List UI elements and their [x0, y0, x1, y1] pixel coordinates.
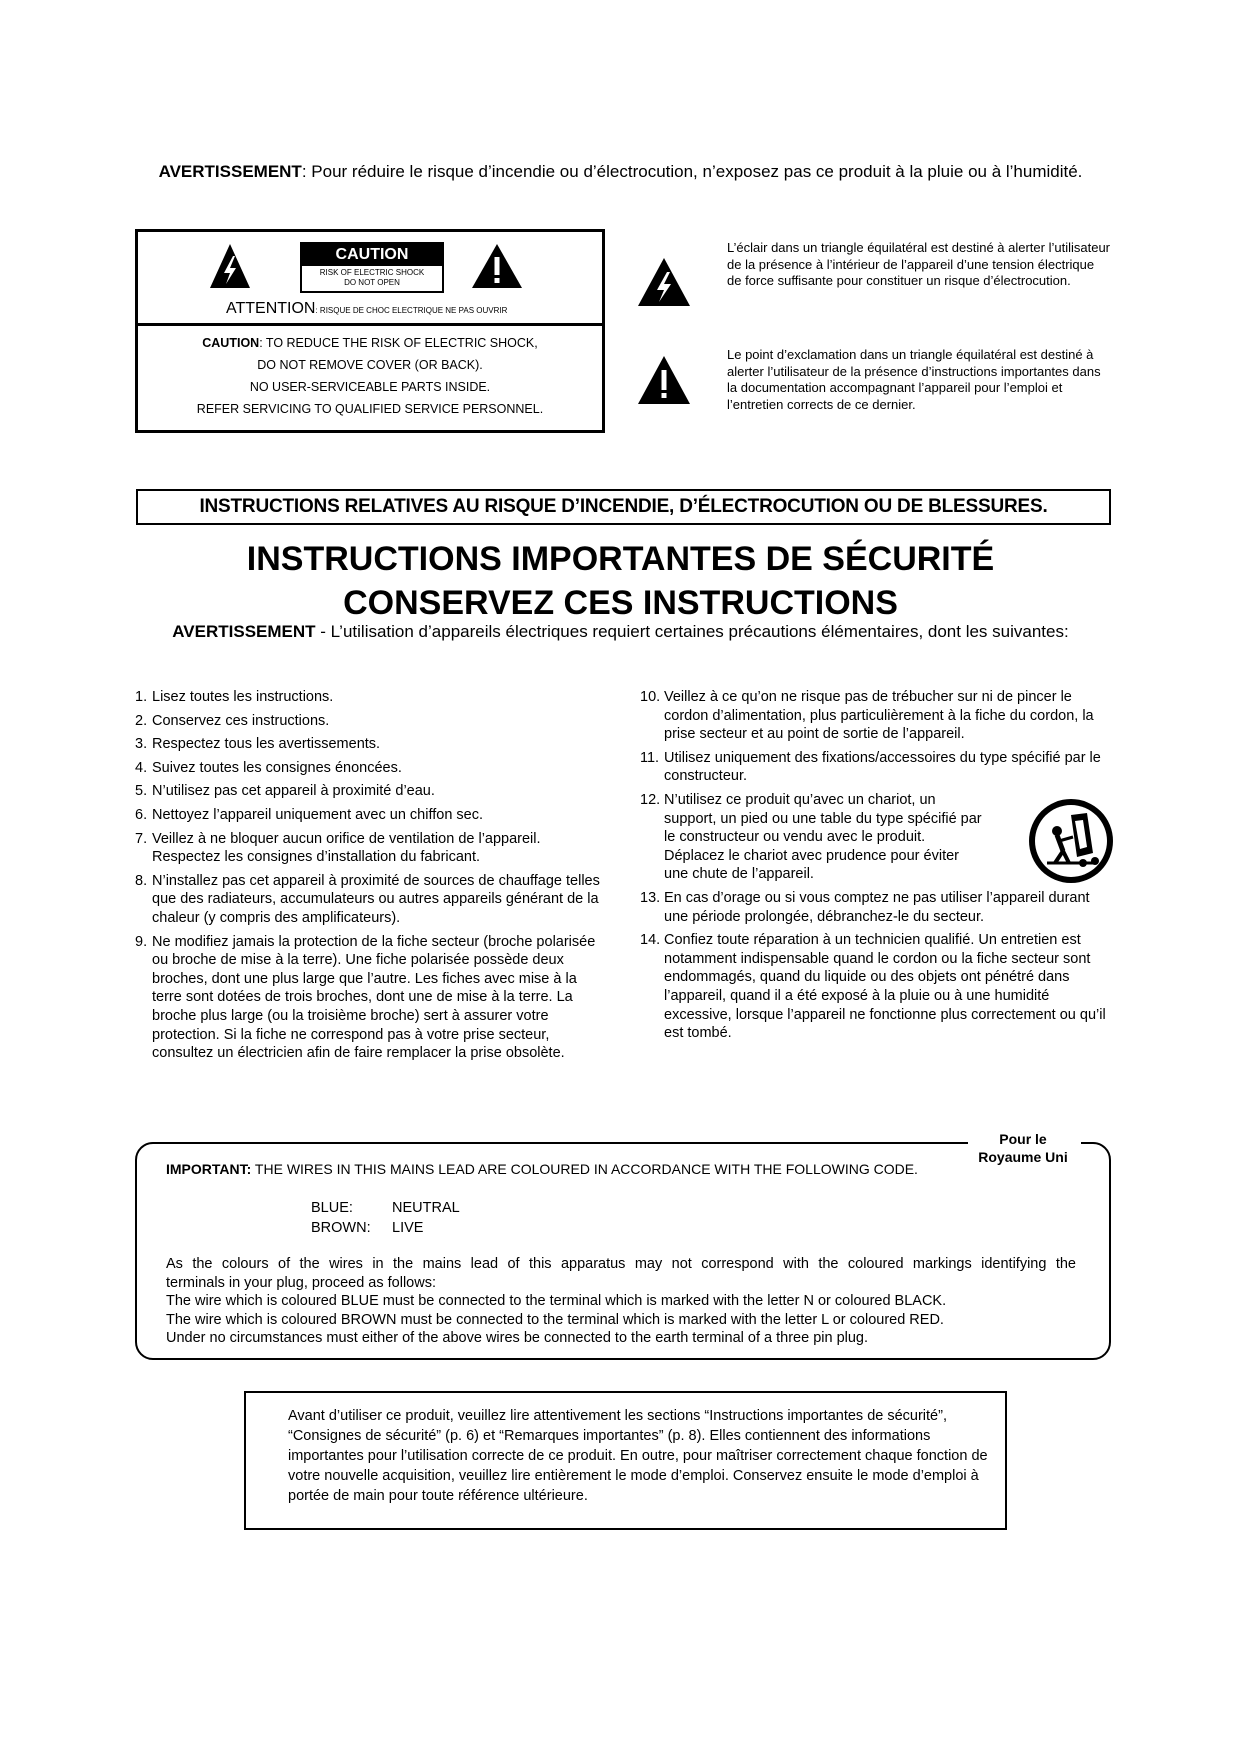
- general-warning-text: - L’utilisation d’appareils électriques requiert certaines précautions élémentaires, dont les suivantes:: [315, 622, 1069, 641]
- main-title: [0, 537, 1241, 625]
- uk-important-label: IMPORTANT:: [166, 1161, 252, 1177]
- caution-label-line2: DO NOT OPEN: [344, 278, 400, 287]
- list-item: 4. Suivez toutes les consignes énoncées.: [135, 759, 402, 776]
- caution-line2: DO NOT REMOVE COVER (OR BACK).: [257, 358, 483, 372]
- lightning-explanation: L’éclair dans un triangle équilatéral est destiné à alerter l’utilisateur de la présence à l’intérieur de l’appareil d’une tension électrique de force suffisante pour constituer un risque d’électrocution.: [727, 240, 1110, 288]
- caution-bold: CAUTION: [202, 336, 260, 350]
- exclamation-triangle-icon: [470, 242, 524, 290]
- uk-para-line: As the colours of the wires in the mains lead of this apparatus may not correspond with the coloured markings identifying the: [166, 1256, 1076, 1272]
- wire-role: NEUTRAL: [392, 1200, 460, 1216]
- general-warning-label: AVERTISSEMENT: [172, 622, 316, 641]
- uk-para-line: The wire which is coloured BLUE must be connected to the terminal which is marked with the letter N or coloured BLACK.: [166, 1293, 947, 1310]
- list-item: 13. En cas d’orage ou si vous comptez ne pas utiliser l’appareil durant une période prolongée, débranchez-le du secteur.: [640, 889, 1090, 925]
- exclamation-explanation: Le point d’exclamation dans un triangle équilatéral est destiné à alerter l’utilisateur de la présence d’instructions importantes dans la documentation accompagnant l’appareil pour l’emploi et l’entretien corrects de ce dernier.: [727, 347, 1101, 412]
- list-item: 10. Veillez à ce qu’on ne risque pas de trébucher sur ni de pincer le cordon d’alimentation, plus particulièrement à la fiche du cordon, la prise secteur et au point de sortie de l’appareil.: [640, 689, 1094, 743]
- uk-label-line1: Pour le: [999, 1131, 1047, 1147]
- list-item: 14. Confiez toute réparation à un technicien qualifié. Un entretien est notamment indispensable quand le cordon ou la fiche secteur sont endommagés, quand du liquide ou des objets ont pénétré dans l’appareil, quand il a été exposé à la pluie ou à une humidité excessive, lorsque l’appareil ne fonctionne plus correctement ou qu’il est tombé.: [640, 932, 1106, 1042]
- attention-line: [226, 300, 507, 318]
- caution-label: [300, 242, 444, 293]
- list-item: 2. Conservez ces instructions.: [135, 712, 330, 729]
- list-item: 7. Veillez à ne bloquer aucun orifice de ventilation de l’appareil. Respectez les consignes d’installation du fabricant.: [135, 830, 541, 866]
- reading-note-box: [244, 1391, 1007, 1530]
- wire-color: BLUE:: [311, 1200, 353, 1216]
- wire-row: [311, 1200, 611, 1220]
- uk-label: [968, 1130, 1078, 1166]
- uk-instructions: [166, 1255, 1076, 1348]
- attention-text: : RISQUE DE CHOC ELECTRIQUE NE PAS OUVRIR: [315, 306, 508, 315]
- top-warning: [0, 162, 1241, 182]
- main-title-line1: INSTRUCTIONS IMPORTANTES DE SÉCURITÉ: [246, 540, 995, 578]
- uk-para-line: Under no circumstances must either of the above wires be connected to the earth terminal of a three pin plug.: [166, 1330, 869, 1347]
- uk-para-line: terminals in your plug, proceed as follows:: [166, 1274, 436, 1291]
- caution-label-title: CAUTION: [302, 244, 442, 266]
- reading-note: Avant d’utiliser ce produit, veuillez lire attentivement les sections “Instructions importantes de sécurité”, “Consignes de sécurité” (p. 6) et “Remarques importantes” (p. 8). Elles contiennent des informations importantes pour l’utilisation correcte de ce produit. En outre, pour maîtriser correctement chaque fonction de votre nouvelle acquisition, veuillez lire entièrement le mode d’emploi. Conservez ensuite le mode d’emploi à portée de main pour toute référence ultérieure.: [288, 1408, 988, 1504]
- lightning-triangle-icon: [208, 242, 252, 290]
- list-item: 6. Nettoyez l’appareil uniquement avec un chiffon sec.: [135, 806, 484, 823]
- instruction-list-left: [135, 688, 610, 1068]
- general-warning: [0, 622, 1241, 642]
- uk-important-text: THE WIRES IN THIS MAINS LEAD ARE COLOURED IN ACCORDANCE WITH THE FOLLOWING CODE.: [251, 1161, 918, 1177]
- lightning-triangle-icon: [636, 256, 692, 308]
- caution-box-upper: [138, 232, 602, 326]
- list-item: 5. N’utilisez pas cet appareil à proximité d’eau.: [135, 783, 435, 800]
- list-item: 8. N’installez pas cet appareil à proximité de sources de chauffage telles que des radiateurs, accumulateurs ou autres appareils générant de la chaleur (y compris des amplificateurs).: [135, 872, 600, 926]
- caution-line4: REFER SERVICING TO QUALIFIED SERVICE PERSONNEL.: [196, 402, 544, 416]
- section-heading: INSTRUCTIONS RELATIVES AU RISQUE D’INCENDIE, D’ÉLECTROCUTION OU DE BLESSURES.: [136, 489, 1111, 525]
- wire-role: LIVE: [392, 1220, 424, 1236]
- exclamation-triangle-icon: [636, 354, 692, 406]
- attention-word: ATTENTION: [226, 300, 316, 317]
- list-item: 12. N’utilisez ce produit qu’avec un chariot, un support, un pied ou une table du type spécifié par le constructeur ou vendu avec le produit. Déplacez le chariot avec prudence pour éviter une chute de l’appareil.: [640, 791, 1115, 884]
- caution-label-line1: RISK OF ELECTRIC SHOCK: [319, 268, 425, 277]
- caution-label-box: [135, 229, 605, 433]
- caution-line1: : TO REDUCE THE RISK OF ELECTRIC SHOCK,: [259, 336, 538, 350]
- top-warning-text: : Pour réduire le risque d’incendie ou d’électrocution, n’exposez pas ce produit à la pluie ou à l’humidité.: [301, 162, 1083, 181]
- wire-row: [311, 1220, 611, 1240]
- wire-color: BROWN:: [311, 1220, 371, 1236]
- list-item: 11. Utilisez uniquement des fixations/accessoires du type spécifié par le constructeur.: [640, 749, 1101, 785]
- caution-line3: NO USER-SERVICEABLE PARTS INSIDE.: [249, 380, 491, 394]
- list-item: 9. Ne modifiez jamais la protection de la fiche secteur (broche polarisée ou broche de mise à la terre). Une fiche polarisée possède deux broches, dont une plus large que l’autre. Les fiches avec mise à la terre sont dotées de trois broches, dont une de mise à la terre. La broche plus large (ou la troisième broche) sert à assurer votre protection. Si la fiche ne correspond pas à votre prise secteur, consultez un électricien afin de faire remplacer la prise obsolète.: [135, 933, 596, 1062]
- list-item: 3. Respectez tous les avertissements.: [135, 736, 381, 753]
- uk-label-line2: Royaume Uni: [978, 1149, 1068, 1165]
- caution-box-lower: [138, 332, 602, 420]
- instruction-list-right: [640, 688, 1115, 1048]
- top-warning-label: AVERTISSEMENT: [158, 162, 302, 181]
- uk-important: [166, 1161, 918, 1177]
- uk-para-line: The wire which is coloured BROWN must be connected to the terminal which is marked with the letter L or coloured RED.: [166, 1311, 944, 1328]
- cart-warning-icon: [1027, 797, 1115, 885]
- main-title-line2: CONSERVEZ CES INSTRUCTIONS: [343, 584, 898, 622]
- list-item: 1. Lisez toutes les instructions.: [135, 689, 334, 705]
